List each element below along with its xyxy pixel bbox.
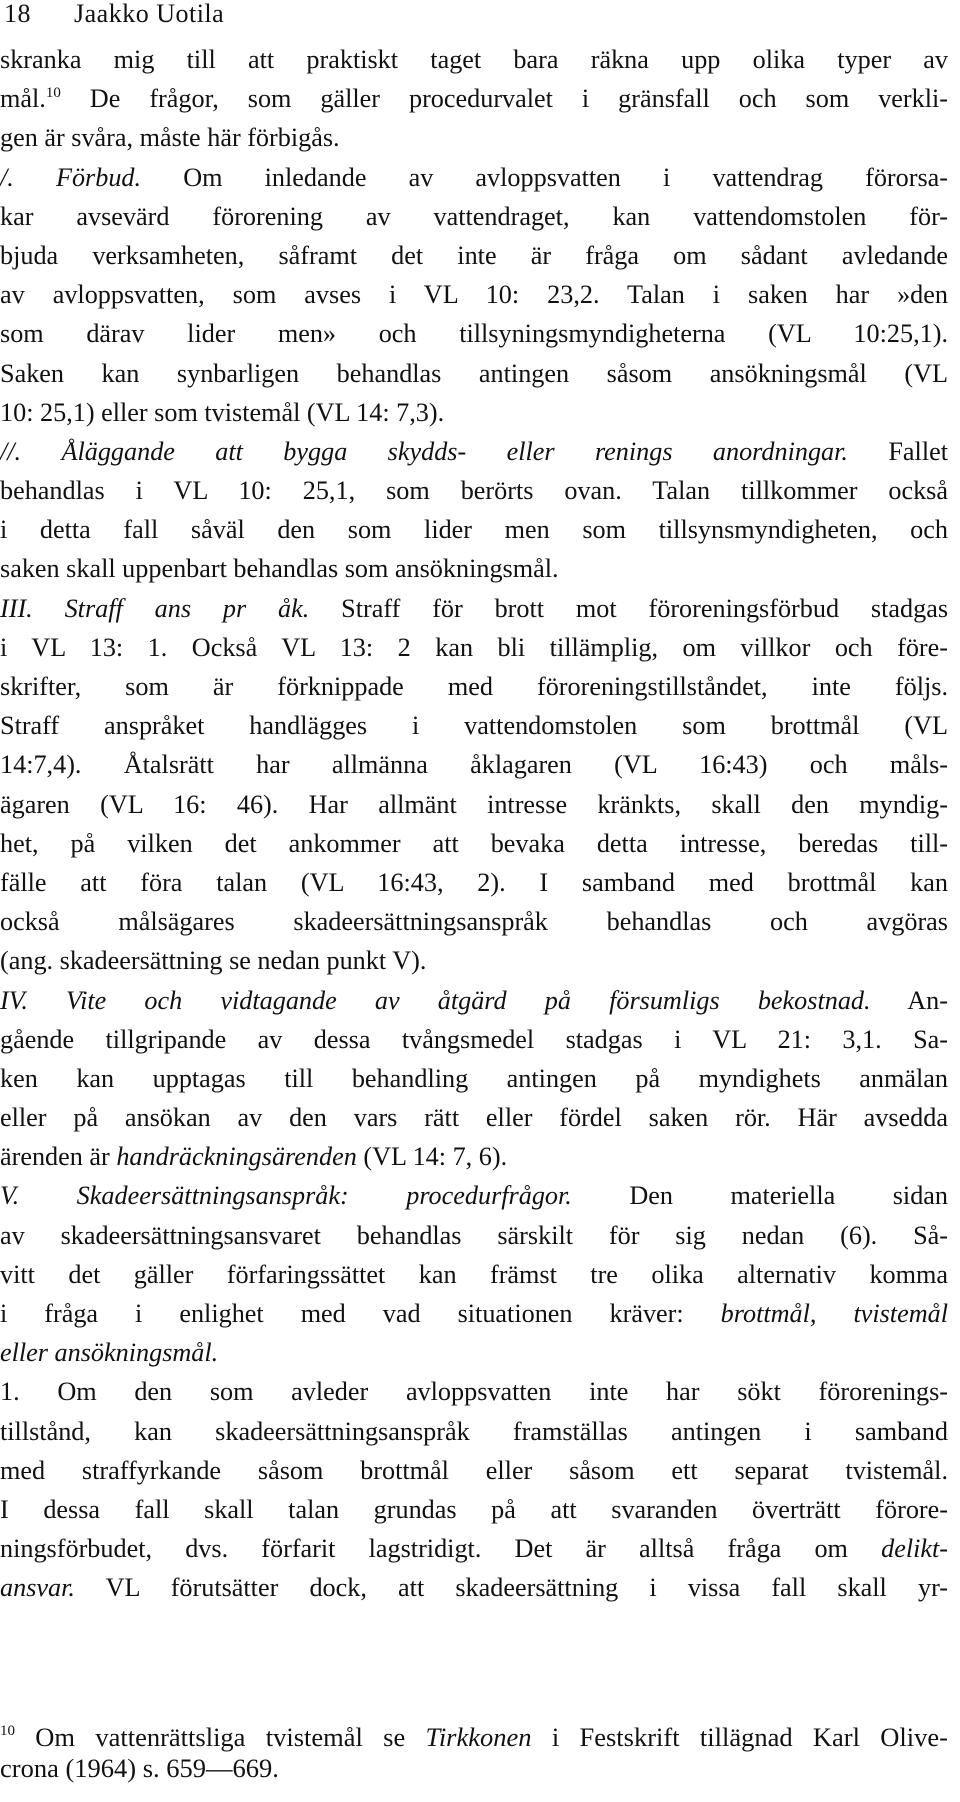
text-run: 10: 25,1) eller som tvistemål (VL 14: 7,3).	[0, 397, 445, 427]
text-line	[0, 981, 948, 1020]
text-run: fälle att föra talan (VL 16:43, 2). I samband med brottmål kan	[0, 867, 948, 897]
text-run: ken kan upptagas till behandling antingen på myndighets anmälan	[0, 1063, 948, 1093]
text-run: De frågor, som gäller procedurvalet i gränsfall och som verkli-	[60, 84, 948, 114]
text-run: crona (1964) s. 659—669.	[0, 1753, 279, 1783]
text-line	[0, 1568, 948, 1607]
text-run: Om vattenrättsliga tvistemål se	[15, 1722, 426, 1752]
text-line	[0, 275, 948, 314]
text-line	[0, 1255, 948, 1294]
text-line	[0, 1176, 948, 1215]
text-line	[0, 471, 948, 510]
text-run: eller på ansökan av den vars rätt eller fördel saken rör. Här avsedda	[0, 1103, 948, 1133]
text-line	[0, 510, 948, 549]
text-run: An-	[870, 985, 948, 1015]
text-line	[0, 745, 948, 784]
page-number: 18	[4, 0, 31, 28]
text-run: i VL 13: 1. Också VL 13: 2 kan bli tillämplig, om villkor och före-	[0, 632, 948, 662]
text-run: tillstånd, kan skadeersättningsanspråk framställas antingen i samband	[0, 1416, 948, 1446]
text-line	[0, 79, 948, 118]
text-run: Fallet	[847, 436, 948, 466]
text-run: het, på vilken det ankommer att bevaka detta intresse, beredas till-	[0, 828, 948, 858]
text-run: ägaren (VL 16: 46). Har allmänt intresse kränkts, skall den myndig-	[0, 789, 948, 819]
text-run: av avloppsvatten, som avses i VL 10: 23,2. Talan i saken har »den	[0, 280, 948, 310]
text-line	[0, 902, 948, 941]
text-run: bjuda verksamheten, såframt det inte är fråga om sådant avledande	[0, 240, 948, 270]
text-run: i Festskrift tillägnad Karl Olive-	[531, 1722, 948, 1752]
text-run: ningsförbudet, dvs. förfarit lagstridigt. Det är alltså fråga om	[0, 1534, 882, 1564]
text-line	[0, 1098, 948, 1137]
text-line	[0, 1529, 948, 1568]
text-run: i fråga i enlighet med vad situationen kräver:	[0, 1299, 721, 1328]
text-line	[0, 118, 948, 157]
text-line	[0, 785, 948, 824]
text-line	[0, 197, 948, 236]
text-line	[0, 589, 948, 628]
italic-text: brottmål, tvistemål	[720, 1299, 948, 1328]
text-run: kar avsevärd förorening av vattendraget, kan vattendomstolen för-	[0, 201, 948, 231]
footnote-marker: 10	[0, 1723, 15, 1739]
text-run: i detta fall såväl den som lider men som tillsynsmyndigheten, och	[0, 515, 948, 545]
text-line	[0, 1372, 948, 1411]
text-line	[0, 549, 948, 588]
text-run: gen är svåra, måste här förbigås.	[0, 123, 340, 153]
text-line	[0, 824, 948, 863]
text-line	[0, 1216, 948, 1255]
body-text	[0, 40, 948, 1608]
footnote-marker: 10	[45, 85, 61, 102]
text-run: 1. Om den som avleder avloppsvatten inte har sökt förorenings-	[0, 1377, 948, 1407]
text-run: Straff för brott mot föroreningsförbud stadgas	[309, 593, 948, 623]
text-line	[0, 863, 948, 902]
text-line	[0, 314, 948, 353]
text-run: också målsägares skadeersättningsanspråk behandlas och avgöras	[0, 907, 948, 937]
text-line	[0, 1451, 948, 1490]
running-header	[4, 0, 224, 30]
text-line	[0, 667, 948, 706]
text-line	[0, 941, 948, 980]
text-run: I dessa fall skall talan grundas på att svaranden överträtt förore-	[0, 1494, 948, 1524]
text-line	[0, 1412, 948, 1451]
italic-text: /. Förbud.	[0, 162, 142, 192]
text-run: Saken kan synbarligen behandlas antingen såsom ansökningsmål (VL	[0, 358, 948, 388]
text-run: skranka mig till att praktiskt taget bara räkna upp olika typer av	[0, 45, 948, 74]
text-line	[0, 432, 948, 471]
text-run: VL förutsätter dock, att skadeersättning i vissa fall skall yr-	[74, 1573, 948, 1603]
text-run: Den materiella sidan	[571, 1181, 948, 1211]
text-line	[0, 1333, 948, 1372]
text-line	[0, 1020, 948, 1059]
text-run: Straff anspråket handlägges i vattendomstolen som brottmål (VL	[0, 711, 948, 741]
text-line	[0, 354, 948, 393]
text-run: med straffyrkande såsom brottmål eller såsom ett separat tvistemål.	[0, 1455, 948, 1485]
text-run: skrifter, som är förknippade med föroreningstillståndet, inte följs.	[0, 672, 948, 701]
footnote-line	[0, 1722, 948, 1753]
italic-text: //. Åläggande att bygga skydds- eller renings anordningar.	[0, 436, 848, 466]
italic-text: V. Skadeersättningsanspråk: procedurfrågor.	[0, 1181, 572, 1211]
text-run: mål.	[0, 84, 46, 114]
text-run: ärenden är	[0, 1142, 117, 1172]
text-run: gående tillgripande av dessa tvångsmedel stadgas i VL 21: 3,1. Sa-	[0, 1024, 948, 1054]
text-run: behandlas i VL 10: 25,1, som berörts ovan. Talan tillkommer också	[0, 476, 948, 506]
italic-text: III. Straff ans pr åk.	[0, 593, 310, 623]
text-run: 14:7,4). Åtalsrätt har allmänna åklagaren (VL 16:43) och måls-	[0, 750, 948, 780]
text-line	[0, 40, 948, 79]
text-run: vitt det gäller förfaringssättet kan främst tre olika alternativ komma	[0, 1259, 948, 1289]
italic-text: handräckningsärenden	[116, 1142, 357, 1172]
text-line	[0, 628, 948, 667]
text-line	[0, 158, 948, 197]
italic-text: IV. Vite och vidtagande av åtgärd på försumligs bekostnad.	[0, 985, 871, 1015]
italic-text: ansvar.	[0, 1573, 75, 1603]
text-line	[0, 393, 948, 432]
text-line	[0, 236, 948, 275]
text-run: (ang. skadeersättning se nedan punkt V).	[0, 946, 427, 976]
italic-text: delikt-	[881, 1534, 948, 1564]
running-header-author: Jaakko Uotila	[74, 0, 225, 28]
italic-text: Tirkkonen	[425, 1722, 532, 1752]
text-run: saken skall uppenbart behandlas som ansökningsmål.	[0, 554, 559, 584]
italic-text: eller ansökningsmål.	[0, 1338, 219, 1368]
footnote	[0, 1722, 948, 1784]
text-line	[0, 1490, 948, 1529]
footnote-line	[0, 1753, 948, 1784]
text-run: som därav lider men» och tillsyningsmyndigheterna (VL 10:25,1).	[0, 319, 948, 349]
text-run: (VL 14: 7, 6).	[356, 1142, 508, 1172]
text-line	[0, 1294, 948, 1333]
text-run: av skadeersättningsansvaret behandlas särskilt för sig nedan (6). Så-	[0, 1220, 948, 1250]
text-run: Om inledande av avloppsvatten i vattendrag förorsa-	[141, 162, 948, 192]
text-line	[0, 1137, 948, 1176]
text-line	[0, 1059, 948, 1098]
text-line	[0, 706, 948, 745]
